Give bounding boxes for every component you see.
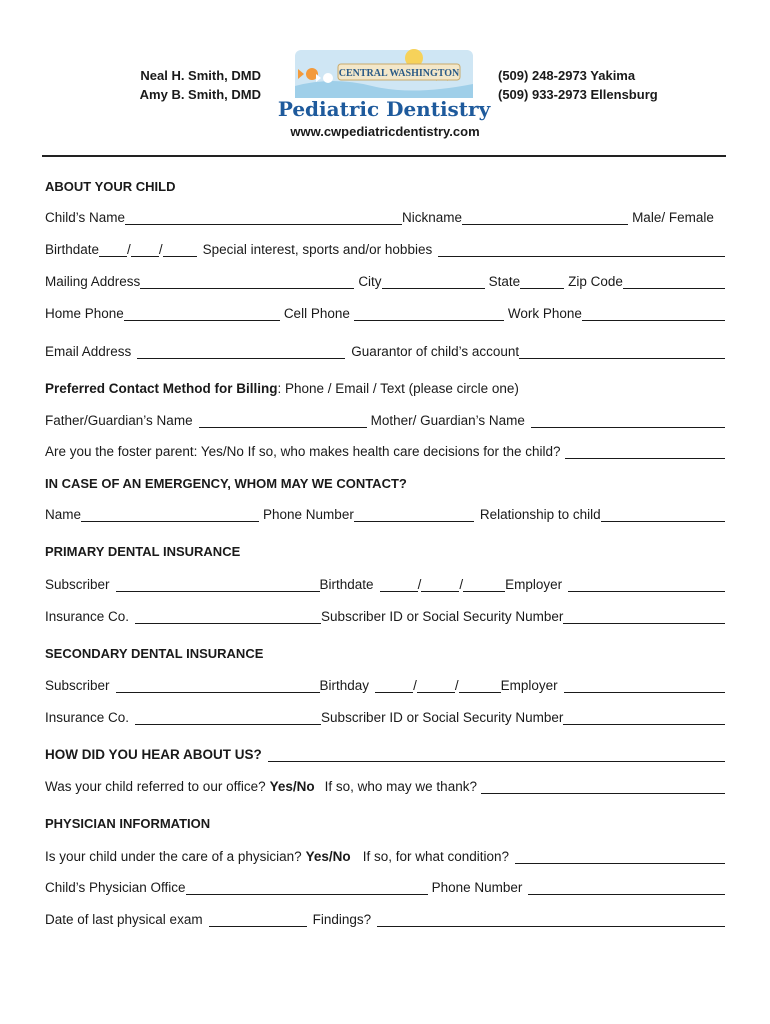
label-subscriber-id: Subscriber ID or Social Security Number [321,609,564,624]
practice-logo [277,46,491,124]
slash: / [127,242,131,257]
field-emergency-phone[interactable] [354,507,474,522]
row-under-care [45,846,725,864]
field-physician-phone[interactable] [528,880,725,895]
field-state[interactable] [520,274,564,289]
field-secondary-birth-month[interactable] [375,678,413,693]
label-under-care: Is your child under the care of a physician? [45,849,302,864]
referred-yes-no[interactable]: Yes/No [269,779,315,794]
row-primary-insurance [45,606,725,624]
label-emergency-name: Name [45,507,82,522]
field-how-heard[interactable] [268,747,725,762]
label-relationship: Relationship to child [479,507,601,522]
label-employer: Employer [500,678,558,693]
row-emergency [45,504,725,522]
label-insurance-co: Insurance Co. [45,609,130,624]
label-city: City [358,274,382,289]
field-secondary-subscriber[interactable] [116,678,320,693]
label-guarantor: Guarantor of child’s account [351,344,520,359]
field-primary-birth-day[interactable] [421,577,459,592]
field-who-thank[interactable] [481,779,725,794]
label-mailing-address: Mailing Address [45,274,141,289]
label-state: State [488,274,521,289]
section-emergency: IN CASE OF AN EMERGENCY, WHOM MAY WE CONTACT? [45,476,407,491]
label-employer: Employer [505,577,563,592]
row-referred [45,776,725,794]
doctors-block [120,66,261,104]
field-birth-year[interactable] [163,242,197,257]
phones-block [498,66,658,104]
field-birth-day[interactable] [131,242,159,257]
label-birthday: Birthday [319,678,370,693]
label-subscriber: Subscriber [45,577,110,592]
phone-yakima: (509) 248-2973 Yakima [498,68,636,83]
field-childs-name[interactable] [125,210,402,225]
field-primary-birth-month[interactable] [380,577,418,592]
field-birth-month[interactable] [99,242,127,257]
label-zip: Zip Code [568,274,623,289]
label-childs-name: Child’s Name [45,210,126,225]
label-insurance-co: Insurance Co. [45,710,130,725]
field-primary-subscriber-id[interactable] [563,609,725,624]
field-foster[interactable] [565,444,725,459]
field-primary-subscriber[interactable] [116,577,320,592]
field-findings[interactable] [377,912,725,927]
preferred-contact-options[interactable]: : Phone / Email / Text (please circle one) [277,381,519,396]
row-mailing [45,271,725,289]
field-secondary-birth-day[interactable] [417,678,455,693]
slash: / [158,242,163,257]
row-secondary-insurance [45,707,725,725]
row-birthdate [45,239,725,257]
doctor-name-2: Amy B. Smith, DMD [139,87,261,102]
field-father[interactable] [199,413,367,428]
field-primary-insurance-co[interactable] [135,609,321,624]
section-how-heard: HOW DID YOU HEAR ABOUT US? [45,747,262,762]
field-primary-employer[interactable] [568,577,725,592]
field-cell-phone[interactable] [354,306,504,321]
section-physician: PHYSICIAN INFORMATION [45,816,211,831]
field-city[interactable] [382,274,485,289]
row-physician-office [45,877,725,895]
label-subscriber: Subscriber [45,678,110,693]
header-divider [42,155,726,157]
row-primary-subscriber [45,574,725,592]
label-mother: Mother/ Guardian’s Name [370,413,525,428]
label-special-interest: Special interest, sports and/or hobbies [202,242,433,257]
row-how-heard [45,744,725,762]
row-parents [45,410,725,428]
slash: / [417,577,422,592]
row-child-name [45,207,725,225]
field-relationship[interactable] [601,507,725,522]
doctor-name-1: Neal H. Smith, DMD [140,68,261,83]
field-zip[interactable] [623,274,725,289]
field-primary-birth-year[interactable] [463,577,505,592]
field-secondary-subscriber-id[interactable] [563,710,725,725]
field-secondary-birth-year[interactable] [459,678,501,693]
field-mother[interactable] [531,413,725,428]
field-email[interactable] [137,344,345,359]
row-foster [45,441,725,459]
field-nickname[interactable] [462,210,628,225]
label-who-thank: If so, who may we thank? [324,779,477,794]
field-home-phone[interactable] [124,306,280,321]
logo-top-text: CENTRAL WASHINGTON [338,68,460,79]
label-physician-office: Child’s Physician Office [45,880,186,895]
row-phones [45,303,725,321]
label-nickname: Nickname [402,210,463,225]
row-email [45,341,725,359]
slash: / [459,577,464,592]
slash: / [413,678,417,693]
field-special-interest[interactable] [438,242,725,257]
section-primary-insurance: PRIMARY DENTAL INSURANCE [45,544,241,559]
label-male-female[interactable]: Male/ Female [632,210,714,225]
field-guarantor[interactable] [519,344,725,359]
label-birthdate: Birthdate [45,242,100,257]
slash: / [454,678,459,693]
label-physician-phone: Phone Number [431,880,523,895]
label-father: Father/Guardian’s Name [45,413,193,428]
label-foster: Are you the foster parent: Yes/No If so, who makes health care decisions for the child? [45,444,561,459]
field-emergency-name[interactable] [81,507,259,522]
website-link[interactable]: www.cwpediatricdentistry.com [290,124,480,139]
row-preferred-contact [45,378,725,396]
field-condition[interactable] [515,849,725,864]
field-work-phone[interactable] [582,306,725,321]
label-last-exam: Date of last physical exam [45,912,203,927]
label-birthdate: Birthdate [319,577,374,592]
logo-main-text: Pediatric Dentistry [277,97,491,121]
label-condition: If so, for what condition? [362,849,510,864]
field-secondary-insurance-co[interactable] [135,710,321,725]
label-email: Email Address [45,344,132,359]
field-physician-office[interactable] [186,880,428,895]
label-cell-phone: Cell Phone [283,306,350,321]
row-last-exam [45,909,725,927]
row-secondary-subscriber [45,675,725,693]
field-secondary-employer[interactable] [564,678,725,693]
field-last-exam[interactable] [209,912,307,927]
label-referred: Was your child referred to our office? [45,779,266,794]
section-secondary-insurance: SECONDARY DENTAL INSURANCE [45,646,264,661]
label-findings: Findings? [312,912,372,927]
label-emergency-phone: Phone Number [263,507,354,522]
under-care-yes-no[interactable]: Yes/No [305,849,351,864]
phone-ellensburg: (509) 933-2973 Ellensburg [498,87,658,102]
section-about-child: ABOUT YOUR CHILD [45,179,176,194]
label-subscriber-id: Subscriber ID or Social Security Number [321,710,564,725]
field-mailing-address[interactable] [140,274,354,289]
label-preferred-contact: Preferred Contact Method for Billing [45,381,278,396]
label-home-phone: Home Phone [45,306,124,321]
label-work-phone: Work Phone [507,306,582,321]
